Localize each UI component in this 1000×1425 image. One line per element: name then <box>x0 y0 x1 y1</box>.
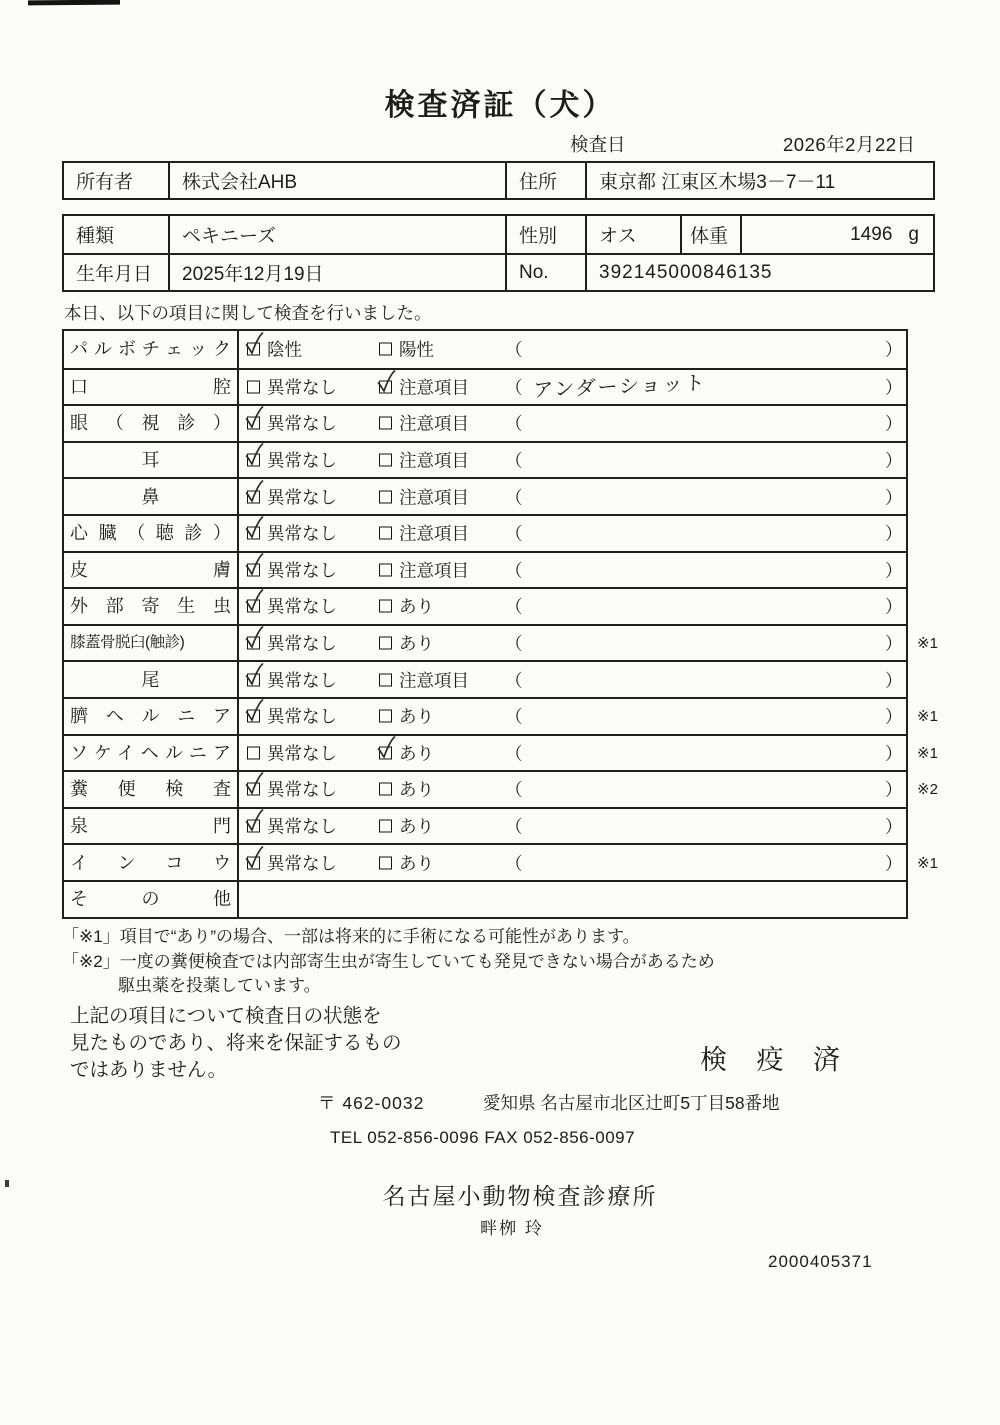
option2-label: あり <box>399 853 434 874</box>
inspection-row <box>64 368 906 405</box>
note-paren-close: ） <box>885 377 903 398</box>
option1 <box>247 850 337 875</box>
option2 <box>379 411 469 436</box>
option2 <box>379 740 434 765</box>
footnote-2-continued: 駆虫薬を投薬しています。 <box>118 976 321 995</box>
address-label: 住所 <box>507 163 587 198</box>
note-paren-open: （ <box>505 413 523 434</box>
inspection-item-cell <box>64 772 239 807</box>
inspection-result-cell <box>239 553 906 588</box>
option1-label: 異常なし <box>267 413 337 434</box>
inspection-item-cell <box>64 882 239 917</box>
option2-label: あり <box>399 596 434 617</box>
note-paren-open: （ <box>505 339 523 360</box>
note-paren-close: ） <box>885 487 903 508</box>
weight-value: 1496 <box>850 223 893 245</box>
option2-label: 注意項目 <box>399 450 469 471</box>
check-mark-icon <box>244 626 265 651</box>
check-mark-icon <box>376 735 397 760</box>
inspection-item-cell <box>64 443 239 478</box>
disclaimer-line-1: 上記の項目について検査日の状態を <box>70 1005 382 1027</box>
check-mark-icon <box>244 589 265 614</box>
inspection-result-cell <box>239 809 906 844</box>
inspection-result-cell <box>239 370 906 405</box>
scan-dot-artifact <box>5 1180 9 1187</box>
option2 <box>379 374 469 399</box>
note-paren-open: （ <box>505 779 523 800</box>
check-mark-icon <box>244 552 265 577</box>
pet-table-row-2 <box>64 253 933 290</box>
option2 <box>379 777 434 802</box>
note-paren-open: （ <box>505 706 523 727</box>
check-mark-icon <box>376 369 397 394</box>
option2 <box>379 594 434 619</box>
inspection-row <box>64 624 938 661</box>
option1 <box>247 814 337 839</box>
option2-checkbox <box>379 563 392 576</box>
inspection-result-cell <box>239 626 938 661</box>
check-mark-icon <box>244 479 265 504</box>
option1 <box>247 411 337 436</box>
disclaimer-line-2: 見たものであり、将来を保証するもの <box>70 1032 402 1054</box>
inspection-item-cell <box>64 736 239 771</box>
note-paren-open: （ <box>505 743 523 764</box>
note-paren-close: ） <box>885 413 903 434</box>
option2 <box>379 484 469 509</box>
option1-label: 異常なし <box>267 816 337 837</box>
serial-number: 2000405371 <box>768 1252 873 1271</box>
inspection-result-cell <box>239 882 906 917</box>
inspection-item-label: インコウ <box>70 852 231 873</box>
option1 <box>247 448 337 473</box>
option2-checkbox <box>379 380 392 393</box>
option2-checkbox <box>379 673 392 686</box>
inspection-item-label: 外部寄生虫 <box>70 596 231 617</box>
option1 <box>247 521 337 546</box>
option1 <box>247 704 337 729</box>
option1-checkbox <box>247 527 260 540</box>
inspection-item-cell <box>64 516 239 551</box>
inspection-row <box>64 441 906 478</box>
note-paren-close: ） <box>885 816 903 837</box>
option2-checkbox <box>379 783 392 796</box>
check-mark-icon <box>244 443 265 468</box>
clinic-address: 愛知県 名古屋市北区辻町5丁目58番地 <box>483 1093 780 1113</box>
option1-label: 異常なし <box>267 377 337 398</box>
birthdate-label: 生年月日 <box>64 255 170 290</box>
option1 <box>247 374 337 399</box>
option1 <box>247 777 337 802</box>
option1-label: 異常なし <box>267 779 337 800</box>
owner-table <box>62 161 935 200</box>
inspection-row <box>64 807 906 844</box>
note-paren-close: ） <box>885 596 903 617</box>
option1-checkbox <box>247 563 260 576</box>
inspection-row <box>64 514 906 551</box>
inspection-item-label: 眼（視診） <box>70 413 231 434</box>
note-paren-close: ） <box>885 670 903 691</box>
option2-checkbox <box>379 820 392 833</box>
inspection-result-cell <box>239 516 906 551</box>
option1-checkbox <box>247 600 260 613</box>
intro-text: 本日、以下の項目に関して検査を行いました。 <box>64 303 432 323</box>
option2-checkbox <box>379 454 392 467</box>
sex-value: オス <box>587 216 682 253</box>
note-paren-close: ） <box>885 706 903 727</box>
sex-label: 性別 <box>507 216 587 253</box>
inspection-result-cell <box>239 443 906 478</box>
option2 <box>379 631 434 656</box>
inspection-result-cell <box>239 845 938 880</box>
inspection-item-cell <box>64 699 239 734</box>
weight-value-cell <box>742 216 933 253</box>
option1-checkbox <box>247 710 260 723</box>
option2-checkbox <box>379 527 392 540</box>
footnote-mark: ※1 <box>917 744 938 762</box>
note-paren-open: （ <box>505 670 523 691</box>
clinic-name: 名古屋小動物検査診療所 <box>382 1183 658 1209</box>
option1-label: 異常なし <box>267 450 337 471</box>
option1-label: 異常なし <box>267 596 337 617</box>
inspection-item-label: 耳 <box>141 450 160 471</box>
inspection-item-cell <box>64 845 239 880</box>
option2 <box>379 814 434 839</box>
inspection-row <box>64 587 906 624</box>
pet-table-row-1 <box>64 216 933 253</box>
option2 <box>379 448 469 473</box>
inspection-result-cell <box>239 406 906 441</box>
check-mark-icon <box>244 699 265 724</box>
option1-label: 異常なし <box>267 487 337 508</box>
option2-label: あり <box>399 706 434 727</box>
inspection-item-cell <box>64 626 239 661</box>
inspection-item-label: ソケイヘルニア <box>70 742 231 763</box>
note-paren-open: （ <box>505 487 523 508</box>
option2-checkbox <box>379 490 392 503</box>
inspection-item-cell <box>64 479 239 514</box>
note-paren-open: （ <box>505 523 523 544</box>
option2-checkbox <box>379 710 392 723</box>
inspection-row <box>64 843 938 880</box>
option2-checkbox <box>379 417 392 430</box>
inspection-row <box>64 660 906 697</box>
option1-checkbox <box>247 637 260 650</box>
inspection-item-cell <box>64 370 239 405</box>
option2-checkbox <box>379 856 392 869</box>
note-paren-open: （ <box>505 377 523 398</box>
veterinarian-name: 畔栁 玲 <box>480 1219 544 1238</box>
option2 <box>379 850 434 875</box>
weight-label: 体重 <box>682 216 742 253</box>
option2-label: あり <box>399 743 434 764</box>
clinic-tel-fax: TEL 052-856-0096 FAX 052-856-0097 <box>330 1128 636 1147</box>
footnote-mark: ※1 <box>917 854 938 872</box>
weight-unit: g <box>908 223 919 245</box>
inspection-result-cell <box>239 589 906 624</box>
footnote-mark: ※1 <box>917 708 938 726</box>
option1 <box>247 631 337 656</box>
check-mark-icon <box>244 845 265 870</box>
owner-value: 株式会社AHB <box>170 163 507 198</box>
inspection-row <box>64 734 938 771</box>
option2-label: 注意項目 <box>399 523 469 544</box>
check-mark-icon <box>244 662 265 687</box>
option1-label: 異常なし <box>267 853 337 874</box>
option2-checkbox <box>379 343 392 356</box>
address-value: 東京都 江東区木場3－7－11 <box>599 172 836 193</box>
number-value: 392145000846135 <box>599 261 773 283</box>
option1-label: 異常なし <box>267 706 337 727</box>
option1-label: 異常なし <box>267 523 337 544</box>
breed-label: 種類 <box>64 216 170 253</box>
birthdate-value: 2025年12月19日 <box>170 255 507 290</box>
inspection-row <box>64 770 938 807</box>
clinic-postal-code: 〒 462-0032 <box>318 1093 425 1113</box>
inspection-item-cell <box>64 589 239 624</box>
option1-label: 異常なし <box>267 633 337 654</box>
check-mark-icon <box>244 332 265 357</box>
inspection-table <box>62 329 938 919</box>
note-paren-open: （ <box>505 816 523 837</box>
inspection-item-label: 鼻 <box>141 486 160 507</box>
option1-label: 異常なし <box>267 560 337 581</box>
option2 <box>379 337 434 362</box>
option2-label: 注意項目 <box>399 377 469 398</box>
inspection-result-cell <box>239 699 938 734</box>
number-label: No. <box>507 255 587 290</box>
inspection-item-label: その他 <box>70 889 231 910</box>
note-paren-close: ） <box>885 633 903 654</box>
option1 <box>247 740 337 765</box>
footnote-2: 「※2」一度の糞便検査では内部寄生虫が寄生していても発見できない場合があるため <box>62 952 715 971</box>
check-mark-icon <box>244 772 265 797</box>
inspection-item-cell <box>64 809 239 844</box>
note-paren-close: ） <box>885 743 903 764</box>
inspection-result-cell <box>239 736 938 771</box>
option1-checkbox <box>247 343 260 356</box>
option1-checkbox <box>247 746 260 759</box>
disclaimer-line-3: ではありません。 <box>70 1059 228 1081</box>
inspection-date-label: 検査日 <box>570 134 626 155</box>
quarantine-stamp: 検 疫 済 <box>700 1045 852 1075</box>
note-paren-close: ） <box>885 339 903 360</box>
inspection-item-label: 尾 <box>141 669 160 690</box>
scan-edge-artifact <box>28 0 120 5</box>
note-paren-close: ） <box>885 779 903 800</box>
note-paren-close: ） <box>885 523 903 544</box>
option1-label: 異常なし <box>267 670 337 691</box>
inspection-item-cell <box>64 553 239 588</box>
inspection-row <box>64 477 906 514</box>
option1-checkbox <box>247 820 260 833</box>
option2-checkbox <box>379 746 392 759</box>
note-paren-close: ） <box>885 853 903 874</box>
footnote-1: 「※1」項目で“あり”の場合、一部は将来的に手術になる可能性があります。 <box>62 927 640 946</box>
option2 <box>379 667 469 692</box>
option2-label: 注意項目 <box>399 670 469 691</box>
inspection-result-cell <box>239 479 906 514</box>
inspection-item-label: 泉門 <box>70 816 231 837</box>
inspection-row <box>64 551 906 588</box>
inspection-row <box>64 697 938 734</box>
option2-checkbox <box>379 600 392 613</box>
option2-label: 注意項目 <box>399 487 469 508</box>
option1-checkbox <box>247 454 260 467</box>
owner-label: 所有者 <box>64 163 170 198</box>
option2-label: 注意項目 <box>399 413 469 434</box>
footnote-mark: ※2 <box>917 781 938 799</box>
note-paren-open: （ <box>505 596 523 617</box>
option2-label: あり <box>399 816 434 837</box>
option2-checkbox <box>379 637 392 650</box>
check-mark-icon <box>244 809 265 834</box>
option2 <box>379 557 469 582</box>
inspection-item-label: パルボチェック <box>70 339 231 360</box>
check-mark-icon <box>244 406 265 431</box>
option2-label: あり <box>399 633 434 654</box>
inspection-row <box>64 880 906 917</box>
option2-label: 注意項目 <box>399 560 469 581</box>
option2-label: 陽性 <box>399 339 434 360</box>
option1 <box>247 337 302 362</box>
note-handwritten: アンダーショット <box>532 372 707 402</box>
breed-value: ペキニーズ <box>170 216 507 253</box>
inspection-item-label: 膝蓋骨脱臼(触診) <box>70 634 185 652</box>
inspection-date-value: 2026年2月22日 <box>783 134 916 155</box>
option1-label: 異常なし <box>267 743 337 764</box>
option1 <box>247 667 337 692</box>
option1 <box>247 594 337 619</box>
option1-checkbox <box>247 783 260 796</box>
footnote-mark: ※1 <box>917 635 938 653</box>
note-paren-open: （ <box>505 560 523 581</box>
option1 <box>247 557 337 582</box>
note-paren-close: ） <box>885 560 903 581</box>
pet-table <box>62 214 935 292</box>
option1-checkbox <box>247 490 260 503</box>
inspection-result-cell <box>239 331 906 368</box>
note-paren-open: （ <box>505 853 523 874</box>
note-paren-close: ） <box>885 450 903 471</box>
inspection-item-cell <box>64 662 239 697</box>
note-paren-open: （ <box>505 450 523 471</box>
inspection-item-cell <box>64 406 239 441</box>
option1-label: 陰性 <box>267 339 302 360</box>
option2 <box>379 704 434 729</box>
check-mark-icon <box>244 516 265 541</box>
option1 <box>247 484 337 509</box>
inspection-result-cell <box>239 662 906 697</box>
note-paren-open: （ <box>505 633 523 654</box>
document-title: 検査済証（犬） <box>384 89 616 122</box>
inspection-item-cell <box>64 331 239 368</box>
inspection-item-label: 糞便検査 <box>70 779 231 800</box>
option1-checkbox <box>247 417 260 430</box>
disclaimer-text <box>70 1003 402 1084</box>
option1-checkbox <box>247 856 260 869</box>
inspection-row <box>64 331 906 368</box>
inspection-item-label: 臍ヘルニア <box>70 706 231 727</box>
option2 <box>379 521 469 546</box>
inspection-item-label: 皮膚 <box>70 559 231 580</box>
inspection-result-cell <box>239 772 938 807</box>
inspection-row <box>64 404 906 441</box>
option1-checkbox <box>247 673 260 686</box>
inspection-item-label: 口腔 <box>70 376 231 397</box>
inspection-item-label: 心臓（聴診） <box>70 523 231 544</box>
option2-label: あり <box>399 779 434 800</box>
option1-checkbox <box>247 380 260 393</box>
